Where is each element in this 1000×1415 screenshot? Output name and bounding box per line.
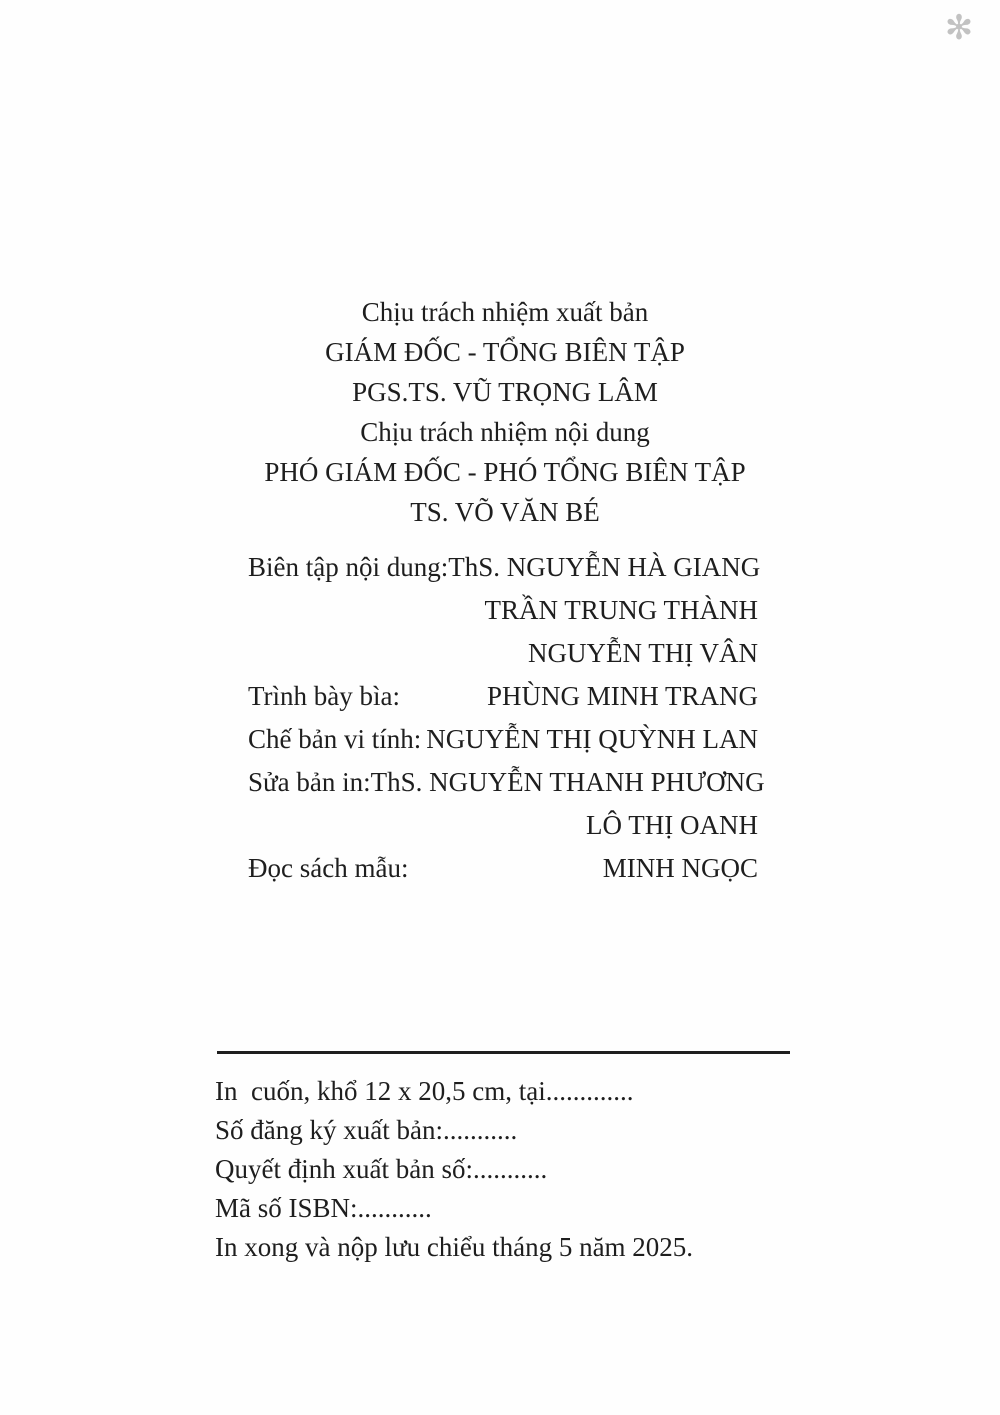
printing-info-decision-number: Quyết định xuất bản số:........... — [215, 1154, 548, 1184]
credit-label: Chế bản vi tính: — [248, 724, 422, 754]
credit-row — [248, 589, 758, 632]
printing-info-copies-size: In cuốn, khổ 12 x 20,5 cm, tại............. — [215, 1076, 634, 1106]
credits-block — [248, 546, 765, 890]
printing-info-deposit-date: In xong và nộp lưu chiểu tháng 5 năm 2025. — [215, 1232, 694, 1262]
credit-name: MINH NGỌC — [602, 853, 758, 883]
printing-info-registration-number: Số đăng ký xuất bản:........... — [215, 1115, 518, 1145]
responsibility-role-publishing: Chịu trách nhiệm xuất bản — [361, 297, 649, 327]
printing-info-block — [215, 1072, 855, 1267]
credit-name: ThS. NGUYỄN HÀ GIANG — [448, 552, 761, 582]
credit-row — [248, 761, 765, 804]
printing-info-isbn: Mã số ISBN:........... — [215, 1193, 432, 1223]
credit-row — [248, 675, 758, 718]
credit-row — [248, 718, 758, 761]
flower-ornament-icon: ✻ — [944, 10, 974, 47]
credit-row — [248, 847, 758, 890]
responsibility-block — [5, 292, 1000, 532]
responsibility-title-director: GIÁM ĐỐC - TỔNG BIÊN TẬP — [325, 337, 685, 367]
credit-row — [248, 546, 761, 589]
credit-label: Đọc sách mẫu: — [248, 853, 409, 883]
credit-label: Trình bày bìa: — [248, 681, 401, 711]
credit-name: NGUYỄN THỊ VÂN — [528, 638, 758, 668]
horizontal-divider — [217, 1051, 790, 1054]
credit-row — [248, 804, 758, 847]
credit-name: LÔ THỊ OANH — [586, 810, 758, 840]
credit-name: ThS. NGUYỄN THANH PHƯƠNG — [370, 767, 765, 797]
responsibility-name-director: PGS.TS. VŨ TRỌNG LÂM — [352, 377, 658, 407]
responsibility-title-deputy-director: PHÓ GIÁM ĐỐC - PHÓ TỔNG BIÊN TẬP — [264, 457, 746, 487]
credit-label: Biên tập nội dung: — [248, 552, 449, 582]
credit-name: TRẦN TRUNG THÀNH — [484, 595, 758, 625]
credit-name: NGUYỄN THỊ QUỲNH LAN — [426, 724, 758, 754]
responsibility-role-content: Chịu trách nhiệm nội dung — [360, 417, 650, 447]
credit-name: PHÙNG MINH TRANG — [486, 681, 758, 711]
credit-row — [248, 632, 758, 675]
credit-label: Sửa bản in: — [248, 767, 371, 797]
responsibility-name-deputy-director: TS. VÕ VĂN BÉ — [410, 497, 600, 527]
